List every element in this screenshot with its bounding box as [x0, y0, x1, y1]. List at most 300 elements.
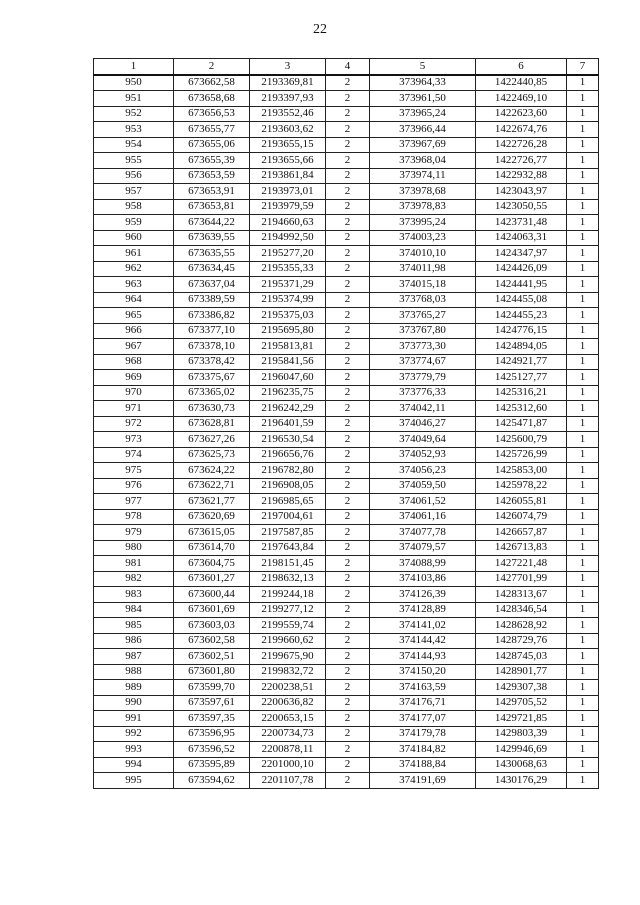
table-cell: 673602,51 — [174, 649, 250, 665]
table-cell: 1 — [567, 215, 599, 231]
table-cell: 1 — [567, 711, 599, 727]
table-row — [94, 168, 599, 184]
table-cell: 1423731,48 — [476, 215, 567, 231]
table-cell: 1425600,79 — [476, 432, 567, 448]
column-header: 2 — [174, 59, 250, 75]
table-cell: 1424426,09 — [476, 261, 567, 277]
table-cell: 2194660,63 — [250, 215, 326, 231]
table-cell: 2 — [326, 478, 370, 494]
table-cell: 373968,04 — [370, 153, 476, 169]
column-header: 4 — [326, 59, 370, 75]
table-cell: 374077,78 — [370, 525, 476, 541]
table-cell: 673653,59 — [174, 168, 250, 184]
table-cell: 987 — [94, 649, 174, 665]
table-cell: 373967,69 — [370, 137, 476, 153]
table-row — [94, 122, 599, 138]
table-cell: 2193655,15 — [250, 137, 326, 153]
table-cell: 2195695,80 — [250, 323, 326, 339]
table-cell: 952 — [94, 106, 174, 122]
table-row — [94, 261, 599, 277]
table-cell: 1 — [567, 184, 599, 200]
table-row — [94, 509, 599, 525]
table-cell: 2 — [326, 370, 370, 386]
table-row — [94, 695, 599, 711]
table-cell: 1428346,54 — [476, 602, 567, 618]
table-row — [94, 664, 599, 680]
table-cell: 1 — [567, 509, 599, 525]
table-cell: 373965,24 — [370, 106, 476, 122]
table-cell: 673597,61 — [174, 695, 250, 711]
table-cell: 982 — [94, 571, 174, 587]
table-cell: 1426657,87 — [476, 525, 567, 541]
coordinates-table — [93, 58, 599, 789]
table-cell: 2 — [326, 261, 370, 277]
table-row — [94, 246, 599, 262]
table-cell: 1 — [567, 385, 599, 401]
table-cell: 673365,02 — [174, 385, 250, 401]
table-cell: 673634,45 — [174, 261, 250, 277]
table-cell: 374144,42 — [370, 633, 476, 649]
table-cell: 1 — [567, 416, 599, 432]
table-cell: 1 — [567, 261, 599, 277]
table-cell: 673644,22 — [174, 215, 250, 231]
table-cell: 673625,73 — [174, 447, 250, 463]
table-cell: 1422440,85 — [476, 75, 567, 91]
table-cell: 2 — [326, 199, 370, 215]
table-cell: 374061,16 — [370, 509, 476, 525]
table-cell: 1 — [567, 230, 599, 246]
table-cell: 968 — [94, 354, 174, 370]
table-cell: 373978,83 — [370, 199, 476, 215]
table-cell: 673375,67 — [174, 370, 250, 386]
table-cell: 673596,95 — [174, 726, 250, 742]
table-row — [94, 773, 599, 789]
column-header: 3 — [250, 59, 326, 75]
table-cell: 954 — [94, 137, 174, 153]
table-row — [94, 711, 599, 727]
table-cell: 1424455,23 — [476, 308, 567, 324]
table-cell: 1423043,97 — [476, 184, 567, 200]
table-cell: 2198632,13 — [250, 571, 326, 587]
table-row — [94, 587, 599, 603]
table-cell: 1 — [567, 587, 599, 603]
table-cell: 2 — [326, 308, 370, 324]
table-cell: 673601,69 — [174, 602, 250, 618]
table-row — [94, 339, 599, 355]
table-cell: 973 — [94, 432, 174, 448]
table-row — [94, 385, 599, 401]
table-cell: 673595,89 — [174, 757, 250, 773]
table-row — [94, 401, 599, 417]
table-cell: 2 — [326, 230, 370, 246]
table-cell: 374128,89 — [370, 602, 476, 618]
table-cell: 673635,55 — [174, 246, 250, 262]
table-cell: 373995,24 — [370, 215, 476, 231]
table-cell: 983 — [94, 587, 174, 603]
table-cell: 1 — [567, 153, 599, 169]
table-cell: 975 — [94, 463, 174, 479]
table-cell: 1 — [567, 664, 599, 680]
table-cell: 1 — [567, 556, 599, 572]
table-cell: 989 — [94, 680, 174, 696]
table-cell: 2 — [326, 602, 370, 618]
table-cell: 673614,70 — [174, 540, 250, 556]
table-cell: 2193369,81 — [250, 75, 326, 91]
table-cell: 374088,99 — [370, 556, 476, 572]
table-cell: 2 — [326, 447, 370, 463]
table-cell: 2 — [326, 416, 370, 432]
table-cell: 972 — [94, 416, 174, 432]
table-cell: 953 — [94, 122, 174, 138]
table-row — [94, 106, 599, 122]
table-cell: 673621,77 — [174, 494, 250, 510]
table-row — [94, 277, 599, 293]
table-cell: 1 — [567, 649, 599, 665]
table-cell: 1424776,15 — [476, 323, 567, 339]
table-cell: 1425853,00 — [476, 463, 567, 479]
table-cell: 993 — [94, 742, 174, 758]
table-body — [94, 75, 599, 789]
table-cell: 673604,75 — [174, 556, 250, 572]
table-cell: 2 — [326, 168, 370, 184]
table-cell: 373767,80 — [370, 323, 476, 339]
table-cell: 1 — [567, 199, 599, 215]
table-cell: 2 — [326, 385, 370, 401]
table-cell: 673601,27 — [174, 571, 250, 587]
table-cell: 955 — [94, 153, 174, 169]
table-cell: 1 — [567, 106, 599, 122]
table-cell: 2 — [326, 91, 370, 107]
column-header: 5 — [370, 59, 476, 75]
table-cell: 373966,44 — [370, 122, 476, 138]
table-cell: 673600,44 — [174, 587, 250, 603]
table-cell: 673653,81 — [174, 199, 250, 215]
table-cell: 374163,59 — [370, 680, 476, 696]
table-row — [94, 757, 599, 773]
table-cell: 2195375,03 — [250, 308, 326, 324]
table-cell: 1426713,83 — [476, 540, 567, 556]
table-row — [94, 323, 599, 339]
table-cell: 1428313,67 — [476, 587, 567, 603]
table-cell: 673597,35 — [174, 711, 250, 727]
table-cell: 673389,59 — [174, 292, 250, 308]
table-cell: 971 — [94, 401, 174, 417]
table-cell: 966 — [94, 323, 174, 339]
table-row — [94, 416, 599, 432]
table-cell: 1425316,21 — [476, 385, 567, 401]
table-cell: 994 — [94, 757, 174, 773]
table-cell: 673386,82 — [174, 308, 250, 324]
table-row — [94, 633, 599, 649]
table-cell: 1424894,05 — [476, 339, 567, 355]
table-cell: 958 — [94, 199, 174, 215]
table-row — [94, 199, 599, 215]
table-cell: 1430176,29 — [476, 773, 567, 789]
table-cell: 2196985,65 — [250, 494, 326, 510]
table-cell: 373779,79 — [370, 370, 476, 386]
table-cell: 2196047,60 — [250, 370, 326, 386]
table-cell: 673628,81 — [174, 416, 250, 432]
table-cell: 1 — [567, 308, 599, 324]
table-row — [94, 649, 599, 665]
table-cell: 2193655,66 — [250, 153, 326, 169]
table-cell: 2 — [326, 726, 370, 742]
table-cell: 673596,52 — [174, 742, 250, 758]
table-cell: 2199244,18 — [250, 587, 326, 603]
table-cell: 1 — [567, 354, 599, 370]
table-cell: 2199660,62 — [250, 633, 326, 649]
table-cell: 2 — [326, 664, 370, 680]
table-row — [94, 494, 599, 510]
table-row — [94, 230, 599, 246]
table-cell: 374011,98 — [370, 261, 476, 277]
table-cell: 373964,33 — [370, 75, 476, 91]
table-cell: 2 — [326, 509, 370, 525]
table-cell: 1 — [567, 742, 599, 758]
table-cell: 1 — [567, 540, 599, 556]
table-cell: 976 — [94, 478, 174, 494]
table-cell: 374176,71 — [370, 695, 476, 711]
table-cell: 960 — [94, 230, 174, 246]
table-cell: 1 — [567, 773, 599, 789]
table-row — [94, 370, 599, 386]
table-cell: 1 — [567, 447, 599, 463]
table-cell: 1 — [567, 525, 599, 541]
table-cell: 1429721,85 — [476, 711, 567, 727]
table-cell: 374191,69 — [370, 773, 476, 789]
table-cell: 1430068,63 — [476, 757, 567, 773]
table-cell: 1422726,28 — [476, 137, 567, 153]
table-row — [94, 525, 599, 541]
table-row — [94, 184, 599, 200]
table-cell: 1424455,08 — [476, 292, 567, 308]
table-row — [94, 308, 599, 324]
page-number: 22 — [313, 22, 327, 37]
table-cell: 1429307,38 — [476, 680, 567, 696]
table-cell: 2 — [326, 556, 370, 572]
table-cell: 2 — [326, 494, 370, 510]
table-cell: 1425978,22 — [476, 478, 567, 494]
table-cell: 673639,55 — [174, 230, 250, 246]
table-cell: 1423050,55 — [476, 199, 567, 215]
table-cell: 374188,84 — [370, 757, 476, 773]
table-row — [94, 618, 599, 634]
table-cell: 964 — [94, 292, 174, 308]
table-cell: 2 — [326, 106, 370, 122]
table-cell: 2 — [326, 246, 370, 262]
table-cell: 1 — [567, 91, 599, 107]
table-cell: 1428745,03 — [476, 649, 567, 665]
table-row — [94, 602, 599, 618]
table-cell: 374010,10 — [370, 246, 476, 262]
table-cell: 1 — [567, 478, 599, 494]
table-cell: 374079,57 — [370, 540, 476, 556]
table-cell: 2 — [326, 525, 370, 541]
table-cell: 673603,03 — [174, 618, 250, 634]
table-cell: 2199832,72 — [250, 664, 326, 680]
table-cell: 673378,42 — [174, 354, 250, 370]
table-cell: 2 — [326, 432, 370, 448]
table-cell: 1426074,79 — [476, 509, 567, 525]
table-cell: 673655,06 — [174, 137, 250, 153]
table-cell: 974 — [94, 447, 174, 463]
table-cell: 2200878,11 — [250, 742, 326, 758]
table-cell: 1 — [567, 277, 599, 293]
table-row — [94, 137, 599, 153]
table-cell: 967 — [94, 339, 174, 355]
table-row — [94, 742, 599, 758]
table-cell: 2193861,84 — [250, 168, 326, 184]
table-cell: 673653,91 — [174, 184, 250, 200]
table-row — [94, 91, 599, 107]
table-cell: 979 — [94, 525, 174, 541]
table-cell: 1422623,60 — [476, 106, 567, 122]
table-cell: 970 — [94, 385, 174, 401]
table-cell: 992 — [94, 726, 174, 742]
table-cell: 950 — [94, 75, 174, 91]
table-cell: 957 — [94, 184, 174, 200]
table-cell: 2195277,20 — [250, 246, 326, 262]
table-cell: 2196782,80 — [250, 463, 326, 479]
table-row — [94, 556, 599, 572]
table-cell: 2 — [326, 618, 370, 634]
table-cell: 673627,26 — [174, 432, 250, 448]
table-cell: 374003,23 — [370, 230, 476, 246]
column-header: 1 — [94, 59, 174, 75]
table-cell: 673620,69 — [174, 509, 250, 525]
table-cell: 2 — [326, 711, 370, 727]
table-cell: 2197587,85 — [250, 525, 326, 541]
table-cell: 2 — [326, 633, 370, 649]
table-cell: 1428628,92 — [476, 618, 567, 634]
table-row — [94, 432, 599, 448]
table-cell: 2 — [326, 292, 370, 308]
table-cell: 990 — [94, 695, 174, 711]
table-cell: 2 — [326, 323, 370, 339]
table-cell: 374061,52 — [370, 494, 476, 510]
table-cell: 1425471,87 — [476, 416, 567, 432]
table-cell: 373765,27 — [370, 308, 476, 324]
table-cell: 2198151,45 — [250, 556, 326, 572]
table-cell: 981 — [94, 556, 174, 572]
table-cell: 985 — [94, 618, 174, 634]
table-cell: 1 — [567, 246, 599, 262]
table-cell: 2 — [326, 540, 370, 556]
table-cell: 1427701,99 — [476, 571, 567, 587]
table-cell: 2 — [326, 695, 370, 711]
table-cell: 1 — [567, 75, 599, 91]
table-cell: 2193979,59 — [250, 199, 326, 215]
table-cell: 2200238,51 — [250, 680, 326, 696]
table-cell: 374150,20 — [370, 664, 476, 680]
table-cell: 1 — [567, 618, 599, 634]
table-row — [94, 571, 599, 587]
table-cell: 1 — [567, 370, 599, 386]
table-row — [94, 463, 599, 479]
table-cell: 373773,30 — [370, 339, 476, 355]
table-cell: 951 — [94, 91, 174, 107]
table-cell: 673655,39 — [174, 153, 250, 169]
table-cell: 2197643,84 — [250, 540, 326, 556]
table-cell: 956 — [94, 168, 174, 184]
table-cell: 2196530,54 — [250, 432, 326, 448]
table-cell: 1424063,31 — [476, 230, 567, 246]
table-cell: 673378,10 — [174, 339, 250, 355]
table-cell: 2193603,62 — [250, 122, 326, 138]
table-cell: 2195813,81 — [250, 339, 326, 355]
table-row — [94, 680, 599, 696]
table-cell: 2 — [326, 649, 370, 665]
table-cell: 1 — [567, 571, 599, 587]
table-cell: 2196908,05 — [250, 478, 326, 494]
table-cell: 2 — [326, 137, 370, 153]
column-header: 7 — [567, 59, 599, 75]
table-cell: 673377,10 — [174, 323, 250, 339]
table-cell: 2197004,61 — [250, 509, 326, 525]
table-cell: 1425312,60 — [476, 401, 567, 417]
table-cell: 1 — [567, 137, 599, 153]
table-cell: 373974,11 — [370, 168, 476, 184]
table-cell: 673630,73 — [174, 401, 250, 417]
table-cell: 673594,62 — [174, 773, 250, 789]
table-row — [94, 540, 599, 556]
table-cell: 374126,39 — [370, 587, 476, 603]
table-cell: 961 — [94, 246, 174, 262]
table-cell: 978 — [94, 509, 174, 525]
table-cell: 969 — [94, 370, 174, 386]
table-cell: 373776,33 — [370, 385, 476, 401]
table-cell: 374059,50 — [370, 478, 476, 494]
table-cell: 2201000,10 — [250, 757, 326, 773]
table-cell: 374177,07 — [370, 711, 476, 727]
table-cell: 1427221,48 — [476, 556, 567, 572]
table-cell: 1 — [567, 726, 599, 742]
table-cell: 1429705,52 — [476, 695, 567, 711]
table-cell: 374056,23 — [370, 463, 476, 479]
table-cell: 374046,27 — [370, 416, 476, 432]
table-cell: 374141,02 — [370, 618, 476, 634]
table-cell: 1 — [567, 602, 599, 618]
table-cell: 2194992,50 — [250, 230, 326, 246]
table-cell: 2 — [326, 339, 370, 355]
table-cell: 374049,64 — [370, 432, 476, 448]
table-cell: 374042,11 — [370, 401, 476, 417]
table-cell: 2 — [326, 184, 370, 200]
table-row — [94, 153, 599, 169]
table-cell: 673624,22 — [174, 463, 250, 479]
table-row — [94, 354, 599, 370]
table-cell: 673615,05 — [174, 525, 250, 541]
table-cell: 2201107,78 — [250, 773, 326, 789]
table-cell: 2193397,93 — [250, 91, 326, 107]
table-cell: 374052,93 — [370, 447, 476, 463]
table-cell: 2196401,59 — [250, 416, 326, 432]
table-cell: 2195371,29 — [250, 277, 326, 293]
table-cell: 2196235,75 — [250, 385, 326, 401]
table-cell: 988 — [94, 664, 174, 680]
table-cell: 673602,58 — [174, 633, 250, 649]
table-cell: 959 — [94, 215, 174, 231]
table-cell: 2200734,73 — [250, 726, 326, 742]
table-cell: 2 — [326, 75, 370, 91]
table-cell: 373768,03 — [370, 292, 476, 308]
table-cell: 2195374,99 — [250, 292, 326, 308]
table-cell: 1 — [567, 680, 599, 696]
table-cell: 2 — [326, 463, 370, 479]
table-cell: 374179,78 — [370, 726, 476, 742]
table-cell: 1422674,76 — [476, 122, 567, 138]
table-cell: 2 — [326, 401, 370, 417]
